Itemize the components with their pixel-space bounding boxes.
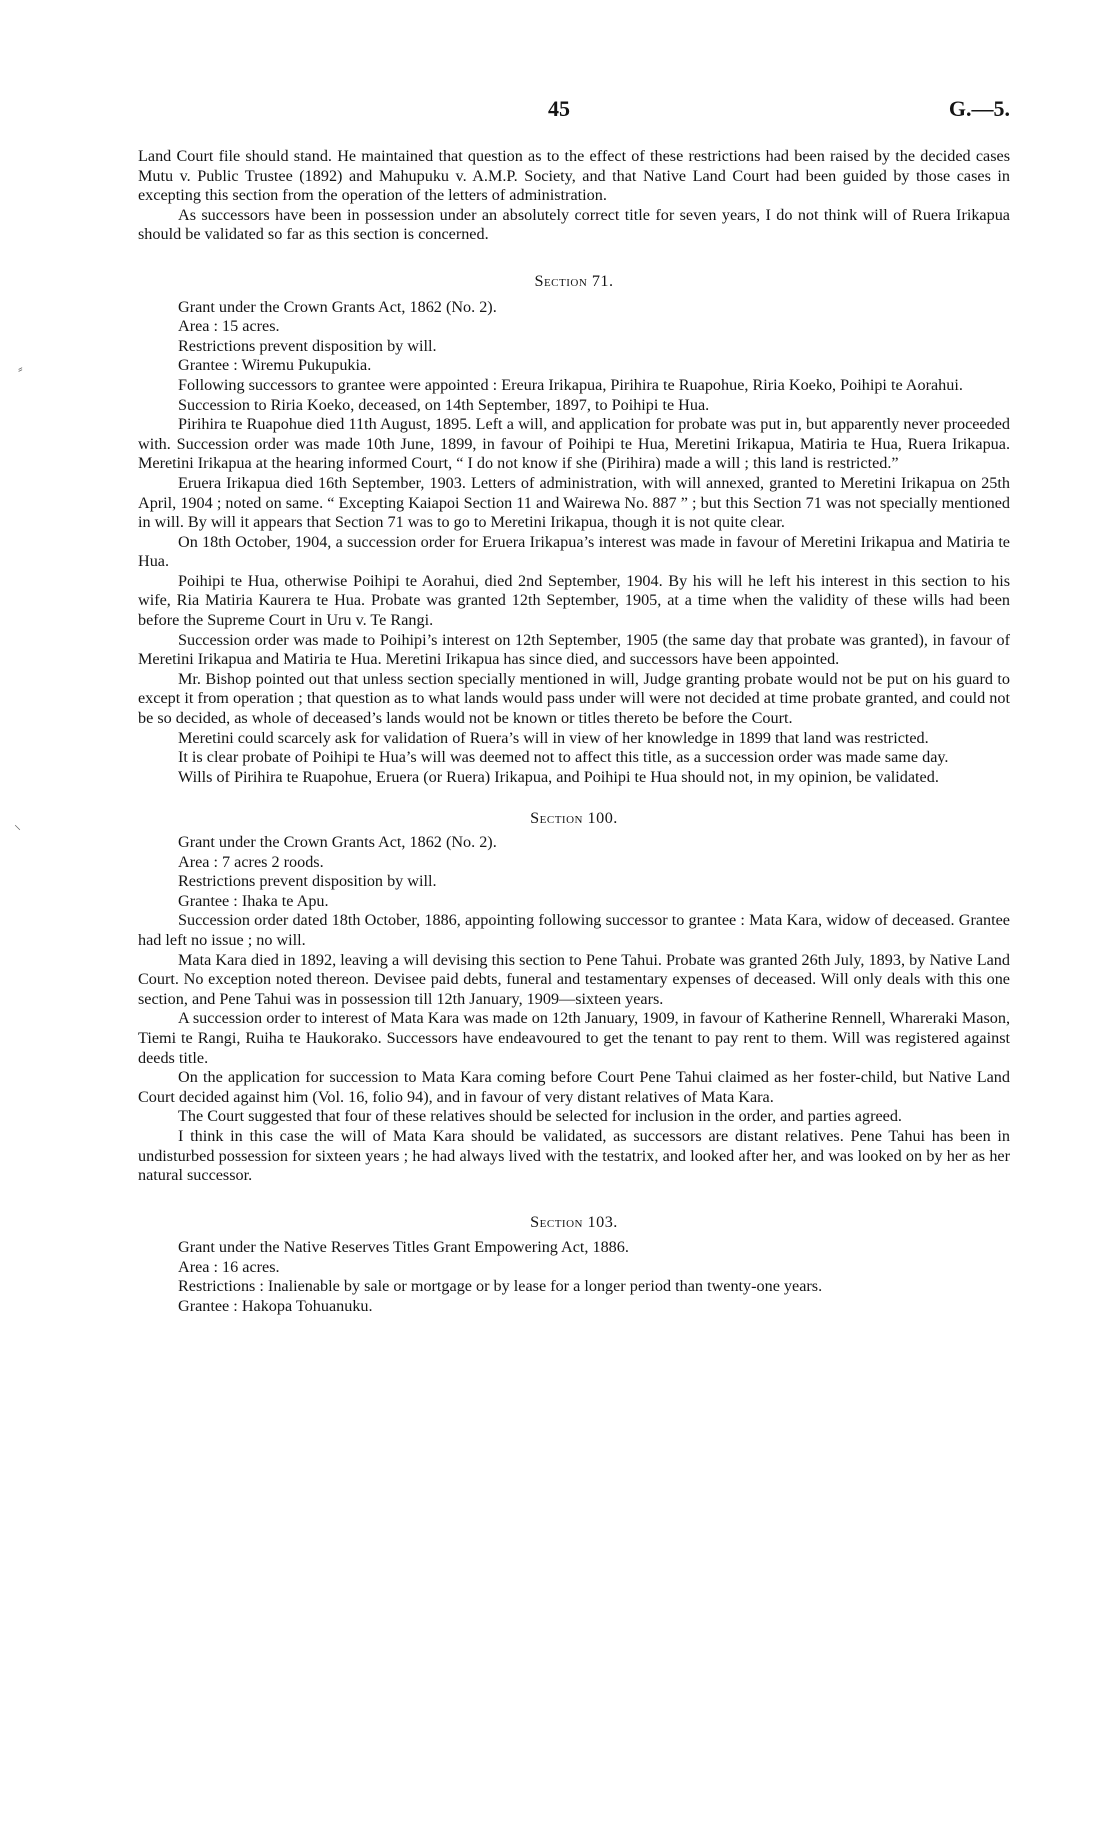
section-heading: Section 103. bbox=[530, 1212, 618, 1231]
margin-mark: ⸜ bbox=[14, 818, 21, 833]
section-heading: Section 100. bbox=[530, 809, 618, 828]
paragraph: As successors have been in possession under an absolutely correct title for seven years, I do not think will of Ruera Irikapua should be validated so far as this section is concerned. bbox=[138, 205, 1010, 244]
text-line: Restrictions prevent disposition by will. bbox=[178, 336, 437, 355]
paragraph: Succession to Riria Koeko, deceased, on 14th September, 1897, to Poihipi te Hua. bbox=[178, 395, 710, 414]
text-line: Grantee : Hakopa Tohuanuku. bbox=[178, 1297, 373, 1316]
paragraph: Succession order was made to Poihipi’s interest on 12th September, 1905 (the same day that probate was granted), in favour of Meretini Irikapua and Matiria te Hua. Meretini Irikapua has since died, and successors have been appointed. bbox=[138, 630, 1010, 669]
paragraph: Meretini could scarcely ask for validation of Ruera’s will in view of her knowledge in 1899 that land was restricted. bbox=[178, 728, 929, 747]
paragraph: A succession order to interest of Mata Kara was made on 12th January, 1909, in favour of Katherine Rennell, Whareraki Mason, Tiemi te Rangi, Ruiha te Haukorako. Successors have endeavoured to get the tenant to pay rent to them. Will was registered against deeds title. bbox=[138, 1009, 1010, 1067]
page-header bbox=[138, 96, 1010, 126]
paragraph: I think in this case the will of Mata Kara should be validated, as successors are distant relatives. Pene Tahui has been in undisturbed possession for sixteen years ; he had always lived with the testatrix, and looked after her, and was looked on by her as her natural successor. bbox=[138, 1126, 1010, 1185]
paragraph: Wills of Pirihira te Ruapohue, Eruera (or Ruera) Irikapua, and Poihipi te Hua should not, in my opinion, be validated. bbox=[178, 767, 939, 786]
page-number: 45 bbox=[548, 96, 570, 121]
paragraph: Restrictions : Inalienable by sale or mortgage or by lease for a longer period than twenty-one years. bbox=[178, 1277, 823, 1296]
paragraph: Following successors to grantee were appointed : Ereura Irikapua, Pirihira te Ruapohue, Riria Koeko, Poihipi te Aorahui. bbox=[178, 375, 963, 394]
paragraph: Succession order dated 18th October, 1886, appointing following successor to grantee : Mata Kara, widow of deceased. Grantee had left no issue ; no will. bbox=[138, 911, 1010, 949]
text-line: Area : 16 acres. bbox=[178, 1257, 280, 1276]
paragraph: On 18th October, 1904, a succession order for Eruera Irikapua’s interest was made in favour of Meretini Irikapua and Matiria te Hua. bbox=[138, 532, 1010, 571]
text-line: Restrictions prevent disposition by will. bbox=[178, 872, 437, 891]
text-line: Grant under the Native Reserves Titles Grant Empowering Act, 1886. bbox=[178, 1238, 629, 1257]
section-heading: Section 71. bbox=[534, 271, 614, 290]
text-line: Area : 15 acres. bbox=[178, 317, 280, 336]
paragraph: Poihipi te Hua, otherwise Poihipi te Aorahui, died 2nd September, 1904. By his will he left his interest in this section to his wife, Ria Matiria Kaurera te Hua. Probate was granted 12th September, 1905, at a time when the validity of these wills had been before the Supreme Court in Uru v. Te Rangi. bbox=[138, 571, 1010, 630]
paragraph: It is clear probate of Poihipi te Hua’s will was deemed not to affect this title, as a succession order was made same day. bbox=[178, 748, 949, 767]
paragraph: On the application for succession to Mata Kara coming before Court Pene Tahui claimed as her foster-child, but Native Land Court decided against him (Vol. 16, folio 94), and in favour of very distant relatives of Mata Kara. bbox=[138, 1068, 1010, 1106]
paragraph: The Court suggested that four of these relatives should be selected for inclusion in the order, and parties agreed. bbox=[178, 1107, 902, 1126]
document-reference: G.—5. bbox=[948, 96, 1010, 121]
margin-mark: ⸗ bbox=[18, 362, 23, 377]
paragraph: Pirihira te Ruapohue died 11th August, 1895. Left a will, and application for probate was put in, but apparently never proceeded with. Succession order was made 10th June, 1899, in favour of Poihipi te Hua, Meretini Irikapua, Matiria te Hua, Ruera Irikapua. Meretini Irikapua at the hearing informed Court, “ I do not know if she (Pirihira) made a will ; this land is restricted.” bbox=[138, 415, 1010, 473]
paragraph: Mr. Bishop pointed out that unless section specially mentioned in will, Judge granting probate would not be put on his guard to except it from operation ; that question as to what lands would pass under will were not decided at time probate granted, and could not be so decided, as whole of deceased’s lands would not be known or titles thereto be before the Court. bbox=[138, 669, 1010, 728]
text-line: Grant under the Crown Grants Act, 1862 (No. 2). bbox=[178, 833, 497, 851]
text-line: Grantee : Wiremu Pukupukia. bbox=[178, 356, 372, 375]
document-body bbox=[138, 147, 1010, 1317]
paragraph: Land Court file should stand. He maintained that question as to the effect of these restrictions had been raised by the decided cases Mutu v. Public Trustee (1892) and Mahupuku v. A.M.P. Society, and that Native Land Court had been guided by those cases in excepting this section from the operation of the letters of administration. bbox=[138, 147, 1010, 205]
paragraph: Mata Kara died in 1892, leaving a will devising this section to Pene Tahui. Probate was granted 26th July, 1893, by Native Land Court. No exception noted thereon. Devisee paid debts, funeral and testamentary expenses of deceased. Will only deals with this one section, and Pene Tahui was in possession till 12th January, 1909—sixteen years. bbox=[138, 950, 1010, 1008]
text-line: Grant under the Crown Grants Act, 1862 (No. 2). bbox=[178, 297, 497, 316]
text-line: Grantee : Ihaka te Apu. bbox=[178, 891, 329, 910]
text-line: Area : 7 acres 2 roods. bbox=[178, 852, 324, 871]
paragraph: Eruera Irikapua died 16th September, 1903. Letters of administration, with will annexed, granted to Meretini Irikapua on 25th April, 1904 ; noted on same. “ Excepting Kaiapoi Section 11 and Wairewa No. 887 ” ; but this Section 71 was not specially mentioned in will. By will it appears that Section 71 was to go to Meretini Irikapua, though it is not quite clear. bbox=[138, 473, 1010, 532]
